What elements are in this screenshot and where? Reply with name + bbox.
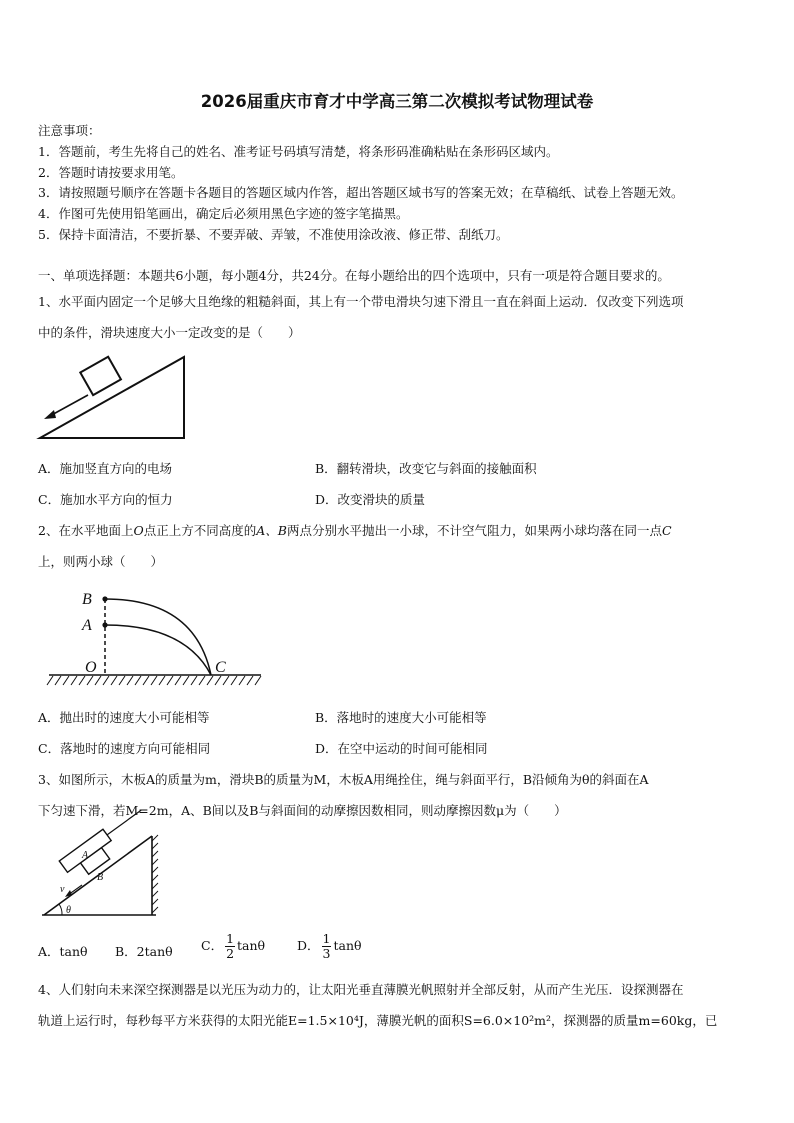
- section-heading: 一、单项选择题：本题共6小题，每小题4分，共24分。在每小题给出的四个选项中，只有一项是符合题目要求的。: [38, 268, 670, 283]
- q2-stem-line1: 2、在水平地面上O点正上方不同高度的A、B两点分别水平抛出一小球，不计空气阻力，如果两小球均落在同一点C: [38, 523, 672, 538]
- q3-option-c: C． $\frac{1}{2}$ tanθ: [201, 931, 266, 961]
- q1-option-b: B．翻转滑块，改变它与斜面的接触面积: [315, 461, 537, 476]
- label-b: B: [97, 872, 104, 883]
- q4-stem-line1: 4、人们射向未来深空探测器是以光压为动力的，让太阳光垂直薄膜光帆照射并全部反射，从而产生光压．设探测器在: [38, 982, 684, 997]
- trajectory-a: [105, 625, 211, 675]
- q2-option-d: D．在空中运动的时间可能相同: [315, 741, 488, 756]
- q3-option-a: A．tanθ: [38, 944, 88, 959]
- notice-item: 1．答题前，考生先将自己的姓名、准考证号码填写清楚，将条形码准确粘贴在条形码区域内。: [38, 144, 559, 159]
- angle-arc: [59, 904, 62, 915]
- q4-stem-line2: 轨道上运行时，每秒每平方米获得的太阳光能E=1.5×10⁴J，薄膜光帆的面积S=6.0×10²m²，探测器的质量m=60kg，已: [38, 1013, 718, 1028]
- q1-incline-figure: [38, 355, 188, 441]
- q2-stem-line2: 上，则两小球（ ）: [38, 554, 164, 569]
- label-a: A: [82, 850, 89, 861]
- label-b: B: [82, 591, 92, 608]
- notice-item: 4．作图可先使用铅笔画出，确定后必须用黑色字迹的签字笔描黑。: [38, 206, 409, 221]
- q2-option-a: A．抛出时的速度大小可能相等: [38, 710, 210, 725]
- page-title: 2026届重庆市育才中学高三第二次模拟考试物理试卷: [200, 92, 594, 111]
- q3-incline-figure: [40, 833, 160, 919]
- q1-stem-line1: 1、水平面内固定一个足够大且绝缘的粗糙斜面，其上有一个带电滑块匀速下滑且一直在斜面上运动．仅改变下列选项: [38, 294, 684, 309]
- q2-option-c: C．落地时的速度方向可能相同: [38, 741, 211, 756]
- label-c: C: [215, 659, 226, 676]
- label-theta: θ: [66, 905, 71, 916]
- wall-hatching: [152, 835, 158, 913]
- q3-stem-line1: 3、如图所示，木板A的质量为m，滑块B的质量为M，木板A用绳拴住，绳与斜面平行，B沿倾角为θ的斜面在A: [38, 772, 649, 787]
- ground-hatching: [47, 676, 261, 685]
- label-a: A: [82, 617, 92, 634]
- q1-stem-line2: 中的条件，滑块速度大小一定改变的是（ ）: [38, 325, 301, 340]
- point-b: [102, 596, 107, 601]
- q1-option-a: A．施加竖直方向的电场: [38, 461, 173, 476]
- q1-option-d: D．改变滑块的质量: [315, 492, 426, 507]
- notice-heading: 注意事项：: [38, 123, 101, 138]
- label-v: v: [60, 884, 65, 895]
- q3-option-b: B．2tanθ: [115, 944, 173, 959]
- q2-option-b: B．落地时的速度大小可能相等: [315, 710, 487, 725]
- notice-item: 5．保持卡面清洁，不要折暴、不要弄破、弄皱，不准使用涂改液、修正带、刮纸刀。: [38, 227, 509, 242]
- label-o: O: [85, 659, 97, 676]
- slider-block: [80, 357, 121, 395]
- q2-projectile-figure: [45, 585, 265, 691]
- arrow-head: [44, 410, 56, 419]
- q3-option-d: D． $\frac{1}{3}$ tanθ: [297, 931, 362, 961]
- trajectory-b: [105, 599, 211, 675]
- q3-stem-line2: 下匀速下滑，若M=2m，A、B间以及B与斜面间的动摩擦因数相同，则动摩擦因数μ为（ ）: [38, 803, 567, 818]
- point-a: [102, 622, 107, 627]
- notice-item: 2．答题时请按要求用笔。: [38, 165, 184, 180]
- q1-option-c: C．施加水平方向的恒力: [38, 492, 173, 507]
- notice-item: 3．请按照题号顺序在答题卡各题目的答题区域内作答，超出答题区域书写的答案无效；在草稿纸、试卷上答题无效。: [38, 185, 684, 200]
